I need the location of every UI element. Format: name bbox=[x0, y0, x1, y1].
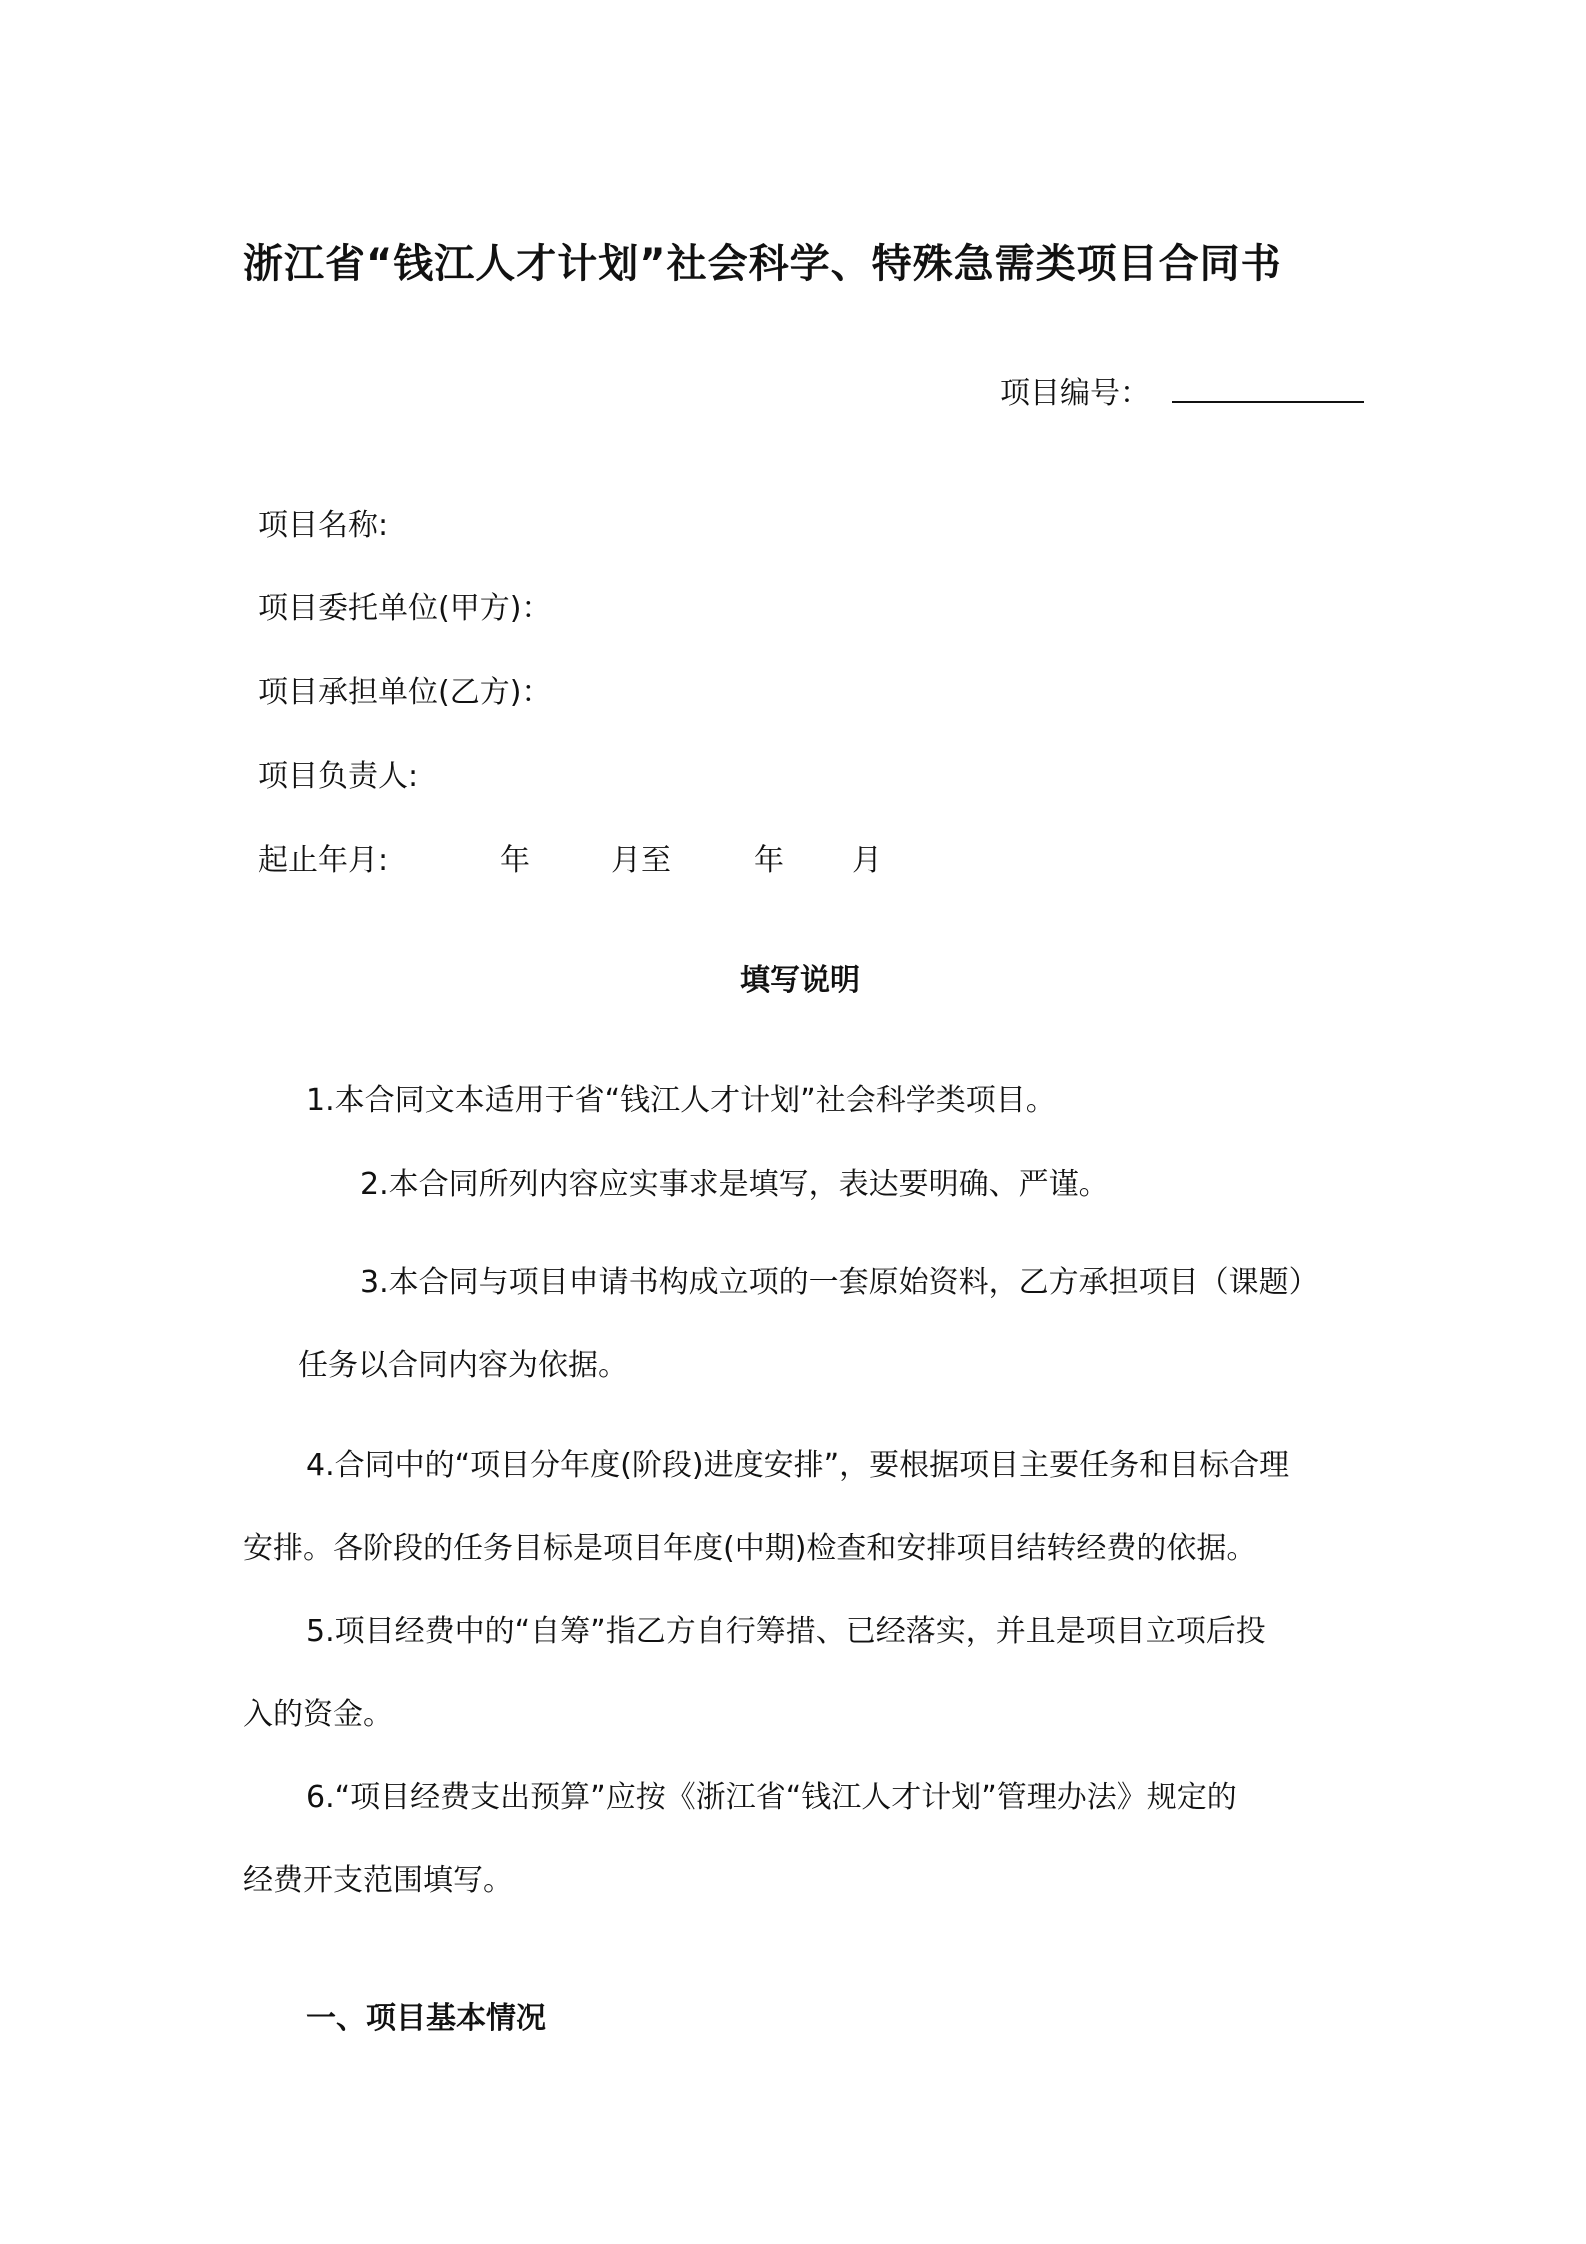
period-month-end: 月 bbox=[852, 843, 882, 878]
period-year-start: 年 bbox=[500, 843, 530, 878]
project-number-label: 项目编号： bbox=[1000, 376, 1150, 411]
instruction-item-4-line1: 4.合同中的“项目分年度(阶段)进度安排”，要根据项目主要任务和目标合理 bbox=[306, 1448, 1290, 1483]
field-project-name: 项目名称: bbox=[258, 508, 389, 543]
project-number-blank[interactable] bbox=[1172, 373, 1364, 403]
project-number bbox=[1000, 368, 1364, 412]
field-project-leader: 项目负责人: bbox=[258, 759, 419, 794]
instruction-item-4-line2: 安排。各阶段的任务目标是项目年度(中期)检查和安排项目结转经费的依据。 bbox=[243, 1531, 1257, 1566]
period-month-to: 月至 bbox=[611, 843, 671, 878]
period-label: 起止年月: bbox=[258, 843, 389, 878]
instruction-item-1: 1.本合同文本适用于省“钱江人才计划”社会科学类项目。 bbox=[306, 1083, 1056, 1118]
instruction-item-6-line2: 经费开支范围填写。 bbox=[243, 1863, 513, 1898]
instruction-item-3-line1: 3.本合同与项目申请书构成立项的一套原始资料，乙方承担项目（课题） bbox=[360, 1265, 1319, 1300]
instructions-heading: 填写说明 bbox=[740, 963, 860, 998]
field-contractor: 项目承担单位(乙方)： bbox=[258, 675, 552, 710]
instruction-item-3-line2: 任务以合同内容为依据。 bbox=[298, 1348, 628, 1383]
period-year-end: 年 bbox=[754, 843, 784, 878]
instruction-item-5-line1: 5.项目经费中的“自筹”指乙方自行筹措、已经落实，并且是项目立项后投 bbox=[306, 1614, 1266, 1649]
instruction-item-5-line2: 入的资金。 bbox=[243, 1697, 393, 1732]
section-heading-basic-info: 一、项目基本情况 bbox=[306, 2001, 546, 2036]
instruction-item-6-line1: 6.“项目经费支出预算”应按《浙江省“钱江人才计划”管理办法》规定的 bbox=[306, 1780, 1237, 1815]
page-title: 浙江省“钱江人才计划”社会科学、特殊急需类项目合同书 bbox=[243, 241, 1282, 287]
instruction-item-2: 2.本合同所列内容应实事求是填写，表达要明确、严谨。 bbox=[360, 1167, 1109, 1202]
field-client: 项目委托单位(甲方)： bbox=[258, 591, 552, 626]
